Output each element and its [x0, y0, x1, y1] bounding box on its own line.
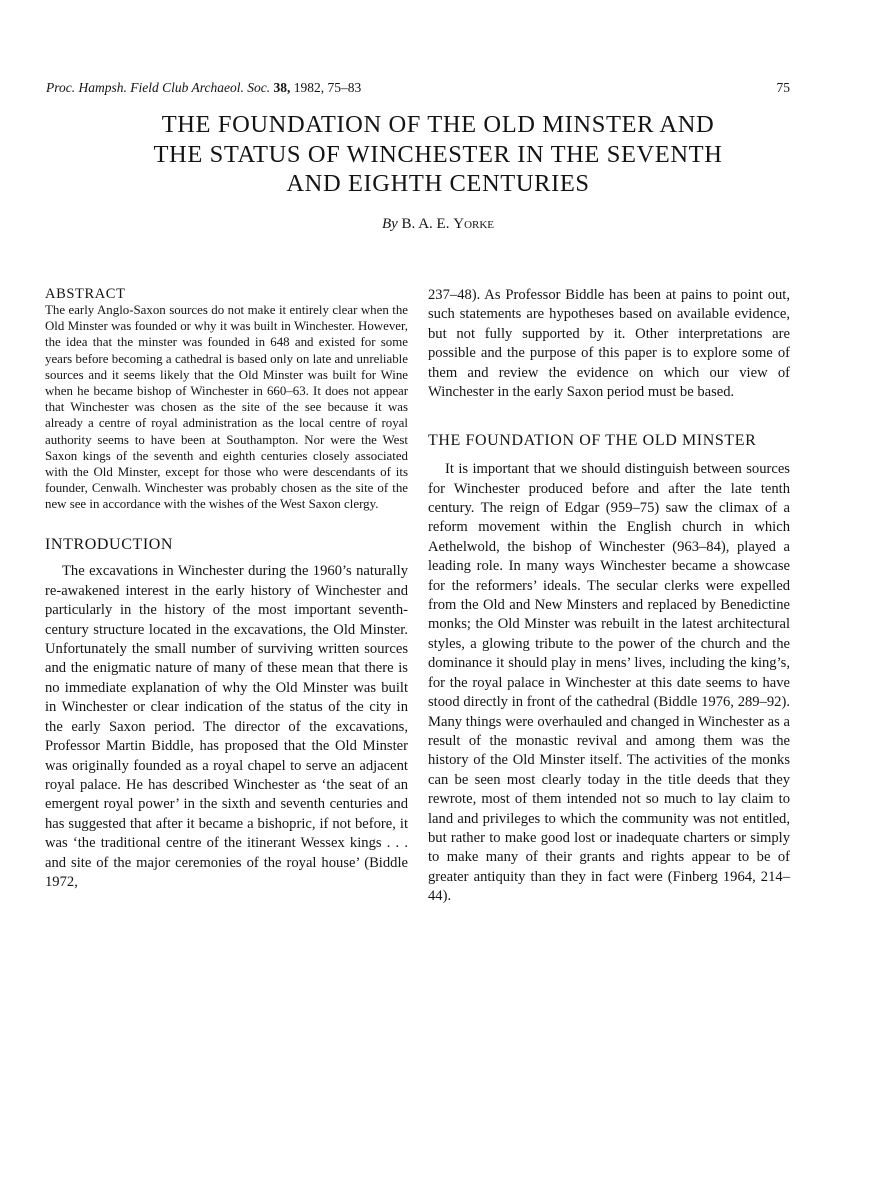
article-title — [40, 110, 836, 199]
abstract-heading: ABSTRACT — [45, 286, 126, 302]
journal-citation — [46, 79, 361, 97]
foundation-heading: THE FOUNDATION OF THE OLD MINSTER — [428, 432, 757, 450]
title-line-3: AND EIGHTH CENTURIES — [286, 170, 590, 197]
author-surname: Yorke — [453, 216, 495, 232]
left-column — [45, 286, 408, 892]
introduction-text-part-1: The excavations in Winchester during the 1960’s naturally re-awakened interest in the early history of Winchester and particularly in the history of the most important seventh-century structure located in the excavations, the Old Minster. Unfortunately the small number of surviving written sources and the enigmatic nature of many of these mean that there is no immediate explanation of why the Old Minster was built in Winchester or clear indication of the status of the city in the early Saxon period. The director of the excavations, Professor Martin Biddle, has proposed that the Old Minster was originally founded as a royal chapel to serve an adjacent royal palace. He has described Winchester as ‘the seat of an emergent royal power’ in the sixth and seventh centuries and has suggested that after it became a bishopric, if not before, it was ‘the traditional centre of the itinerant Wessex kings . . . and site of the major ceremonies of the royal house’ (Biddle 1972, — [45, 563, 408, 890]
running-head — [46, 79, 790, 97]
abstract-text: The early Anglo-Saxon sources do not make it entirely clear when the Old Minster was founded or why it was built in Winchester. However, the idea that the minster was founded in 648 and existed for some years before becoming a cathedral is based only on late and unreliable sources and it seems likely that the Old Minster was built for Wine when he became bishop of Winchester in 660–63. It does not appear that Winchester was chosen as the site of the see because it was already a centre of royal administration as the local centre of royal authority seems to have been at Southampton. Nor were the West Saxon kings of the seventh and eighth centuries closely associated with the Old Minster, except for those who were descendants of its founder, Cenwalh. Winchester was probably chosen as the site of the new see in accordance with the wishes of the West Saxon clergy. — [45, 303, 408, 512]
title-line-2: THE STATUS OF WINCHESTER IN THE SEVENTH — [153, 140, 723, 168]
journal-year-pages: 1982, 75–83 — [293, 80, 362, 95]
title-line-1: THE FOUNDATION OF THE OLD MINSTER AND — [161, 111, 715, 138]
journal-name: Proc. Hampsh. Field Club Archaeol. Soc. — [46, 80, 271, 95]
right-column — [428, 286, 790, 907]
introduction-heading: INTRODUCTION — [45, 535, 174, 553]
page-number: 75 — [776, 80, 790, 95]
foundation-text: It is important that we should distinguish between sources for Winchester produced before and after the late tenth century. The reign of Edgar (959–75) saw the climax of a reform movement within the English church in which Aethelwold, the bishop of Winchester (963–84), played a leading role. In many ways Winchester became a showcase for the reformers’ ideals. The secular clerks were expelled from the Old and New Minsters and replaced by Benedictine monks; the Old Minster was rebuilt in the latest architectural styles, a glowing tribute to the power of the church and the dominance it should play in mens’ lives, including the king’s, for the royal palace in Winchester at this date seems to have stood directly in front of the cathedral (Biddle 1976, 289–92). Many things were overhauled and changed in Winchester as a result of the monastic revival and among them was the history of the Old Minster itself. The activities of the monks can be seen most clearly today in the title deeds that they rewrote, most of them intended not so much to lay claim to land and privileges to which the community was not entitled, but rather to make good lost or inadequate charters or simply to make many of their grants and rights appear to be of greater antiquity than they in fact were (Finberg 1964, 214–44). — [428, 461, 790, 905]
introduction-text-part-2: 237–48). As Professor Biddle has been at pains to point out, such statements are hypotheses based on available evidence, but not fully supported by it. Other interpretations are possible and the purpose of this paper is to explore some of them and review the evidence on which our view of Winchester in the early Saxon period must be based. — [428, 287, 790, 401]
byline-by: By — [381, 216, 398, 232]
author-byline — [0, 215, 876, 233]
journal-volume: 38, — [273, 80, 291, 95]
abstract-section — [45, 286, 408, 513]
author-initials: B. A. E. — [401, 216, 450, 232]
